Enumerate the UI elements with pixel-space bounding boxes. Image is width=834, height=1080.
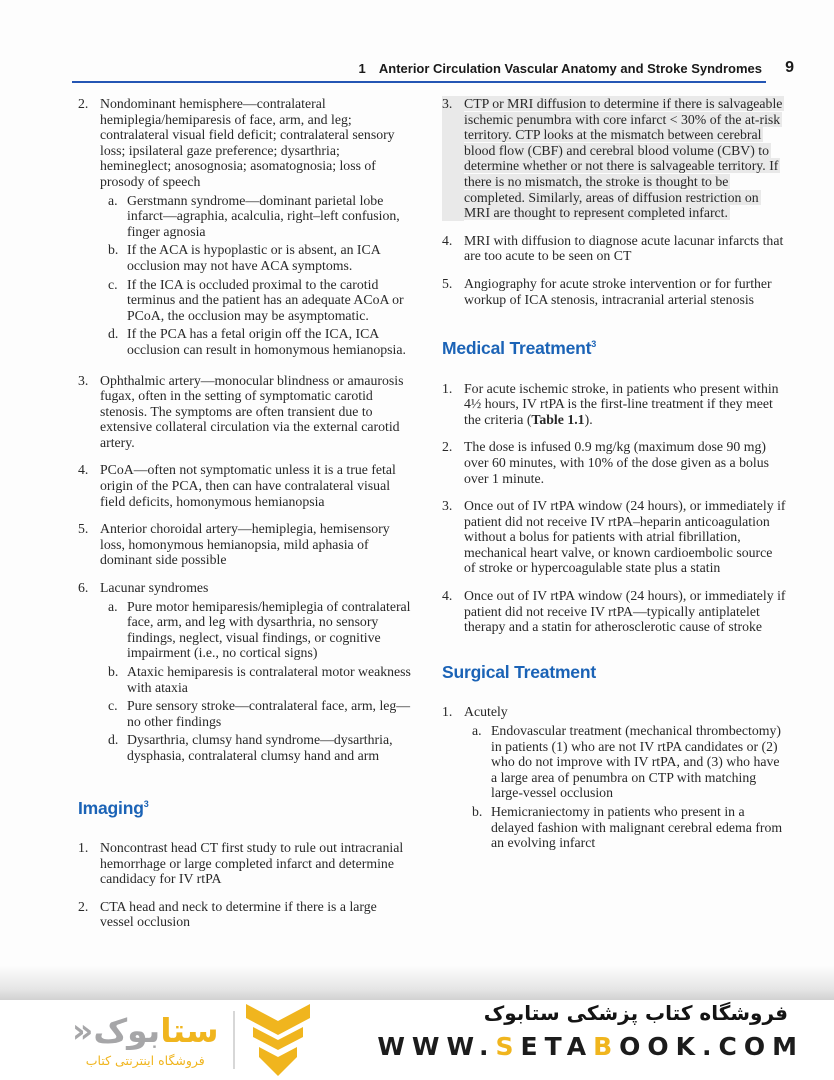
chapter-title: Anterior Circulation Vascular Anatomy and Stroke Syndromes (378, 61, 762, 76)
sub-item-label: a. (108, 192, 118, 208)
item-text: CTP or MRI diffusion to determine if there is salvageable ischemic penumbra with core infarct < 30% of the at-risk territory. CTP looks at the mismatch between cerebral blood flow (CBF) and cerebral blood volume (CBV) to determine whether or not there is salvageable territory. If there is no mismatch, the stroke is thought to be completed. Similarly, areas of diffusion restriction on MRI are thought to represent completed infarct. (464, 96, 783, 221)
item-text: Anterior choroidal artery—hemiplegia, hemisensory loss, homonymous hemianopsia, mild aphasia of dominant side possible (100, 521, 390, 568)
sub-item-text: If the ACA is hypoplastic or is absent, an ICA occlusion may not have ACA symptoms. (127, 242, 380, 273)
page-number: 9 (785, 59, 794, 76)
sub-item-label: c. (108, 276, 118, 292)
item-text: Acutely (464, 704, 508, 720)
url-segment: OOK.COM (619, 1032, 804, 1061)
list-item (442, 276, 786, 307)
item-text: MRI with diffusion to diagnose acute lacunar infarcts that are too acute to be seen on CT (464, 232, 784, 264)
logo-divider (233, 1011, 235, 1069)
list-item (442, 439, 786, 486)
sub-item-text: Ataxic hemiparesis is contralateral motor weakness with ataxia (127, 664, 411, 695)
item-text: PCoA—often not symptomatic unless it is a true fetal origin of the PCA, then can have contralateral visual field deficits, homonymous hemianopsia (100, 462, 396, 509)
item-label: 5. (78, 521, 89, 537)
section-heading-text: Medical Treatment (442, 337, 592, 358)
sub-item (472, 804, 786, 851)
list-item (78, 462, 412, 509)
sub-item-text: If the ICA is occluded proximal to the carotid terminus and the patient has an adequate ACoA or PCoA, the occlusion may be asymptomatic. (127, 276, 404, 323)
item-label: 1. (442, 380, 453, 396)
item-text: Lacunar syndromes (100, 580, 209, 596)
list-item (78, 96, 412, 361)
sub-item-text: Gerstmann syndrome—dominant parietal lobe infarct—agraphia, acalculia, right–left confusion, finger agnosia (127, 192, 400, 239)
list-item (442, 588, 786, 635)
page-bottom-fade (0, 966, 834, 1000)
setabook-logo (72, 1003, 311, 1077)
item-label: 1. (442, 704, 453, 720)
url-segment: WWW. (377, 1032, 496, 1061)
sub-item (108, 732, 412, 763)
item-text: Angiography for acute stroke intervention or for further workup of ICA stenosis, intracranial arterial stenosis (464, 275, 772, 307)
watermark-footer (0, 1000, 834, 1080)
sub-item (108, 193, 412, 240)
item-label: 4. (442, 588, 453, 604)
list-item (442, 233, 786, 264)
item-label: 4. (442, 232, 453, 248)
item-text: Once out of IV rtPA window (24 hours), or immediately if patient did not receive IV rtPA—typically antiplatelet therapy and a statin for atherosclerotic cause of stroke (464, 588, 786, 635)
sub-item-label: a. (472, 723, 482, 739)
sub-item-text: Endovascular treatment (mechanical thrombectomy) in patients (1) who are not IV rtPA candidates or (2) who do not improve with IV rtPA, and (3) who have a large area of penumbra on CTP with matching large-vessel occlusion (491, 723, 781, 801)
sub-item (108, 242, 412, 273)
sub-item-text: Pure motor hemiparesis/hemiplegia of contralateral face, arm, and leg with dysarthria, no sensory findings, neglect, visual findings, or cognitive impairment (i.e., no cortical signs) (127, 598, 411, 661)
wordmark-gray-part: بوک (93, 1010, 161, 1050)
sub-item-text: Hemicraniectomy in patients who present in a delayed fashion with malignant cerebral edema from an evolving infarct (491, 804, 783, 851)
item-text: Noncontrast head CT first study to rule out intracranial hemorrhage or large completed infarct and determine candidacy for IV rtPA (100, 839, 404, 887)
section-heading (442, 661, 786, 682)
list-item (78, 840, 412, 887)
logo-tagline: فروشگاه اینترنتی کتاب (85, 1052, 205, 1068)
sub-item-label: d. (108, 732, 119, 748)
item-label: 5. (442, 275, 453, 291)
sub-item (108, 326, 412, 357)
sub-item-label: a. (108, 598, 118, 614)
url-segment: S (495, 1032, 521, 1061)
item-label: 2. (78, 898, 89, 914)
list-item (442, 381, 786, 428)
url-segment: B (593, 1032, 620, 1061)
list-item (442, 498, 786, 576)
item-label: 1. (78, 839, 89, 855)
sub-item-label: c. (108, 698, 118, 714)
sub-item (108, 698, 412, 729)
logo-wordmark (72, 1010, 219, 1068)
sub-item-label: b. (472, 804, 483, 820)
sub-item-label: b. (108, 242, 119, 258)
item-label: 2. (442, 439, 453, 455)
running-header (72, 61, 762, 76)
url-segment: ETA (520, 1032, 594, 1061)
section-heading (442, 337, 786, 356)
left-column (78, 96, 412, 942)
triple-chevron-icon (245, 1003, 311, 1077)
section-heading-text: Surgical Treatment (442, 661, 596, 682)
item-label: 6. (78, 580, 89, 596)
list-item (78, 373, 412, 451)
sub-item-label: b. (108, 664, 119, 679)
list-item (442, 704, 786, 853)
item-text: The dose is infused 0.9 mg/kg (maximum dose 90 mg) over 60 minutes, with 10% of the dose given as a bolus over 1 minute. (464, 439, 770, 486)
item-label: 3. (442, 96, 464, 221)
sub-item (472, 723, 786, 801)
section-heading (78, 797, 412, 816)
sub-item-label: d. (108, 326, 119, 342)
chapter-number: 1 (358, 61, 366, 76)
item-label: 2. (78, 96, 89, 111)
wordmark-guillemet: « (72, 1010, 94, 1050)
item-label: 4. (78, 462, 89, 478)
list-item (78, 521, 412, 568)
item-label: 3. (442, 498, 453, 514)
sub-item-text: Pure sensory stroke—contralateral face, arm, leg—no other findings (127, 698, 411, 729)
sub-item (108, 277, 412, 324)
item-text: Ophthalmic artery—monocular blindness or amaurosis fugax, often in the setting of symptomatic carotid stenosis. The symptoms are often transient due to extensive collateral circulation via the external carotid artery. (100, 372, 404, 450)
item-text: Once out of IV rtPA window (24 hours), or immediately if patient did not receive IV rtPA–heparin anticoagulation without a bolus for patients with atrial fibrillation, mechanical heart valve, or known cardioembolic source of stroke or hypercoagulable state plus a statin (464, 498, 786, 576)
sub-item-text: Dysarthria, clumsy hand syndrome—dysarthria, dysphasia, contralateral clumsy hand and arm (127, 732, 393, 763)
website-url (377, 1032, 804, 1061)
sub-item (108, 664, 412, 695)
item-text: Nondominant hemisphere—contralateral hemiplegia/hemiparesis of face, arm, and leg; contralateral visual field deficit; contralateral sensory loss; ipsilateral gaze preference; dysarthria; hemineglect; anosognosia; asomatognosia; loss of prosody of speech (100, 96, 395, 189)
section-heading-superscript: 3 (591, 339, 597, 350)
header-rule (72, 81, 766, 83)
right-column (442, 96, 786, 866)
sub-item-text: If the PCA has a fetal origin off the ICA, ICA occlusion can result in homonymous hemianopsia. (127, 326, 406, 357)
section-heading-superscript: 3 (143, 798, 149, 809)
item-text: For acute ischemic stroke, in patients who present within 4½ hours, IV rtPA is the first-line treatment if they meet the criteria (Table 1.1). (464, 380, 779, 427)
list-item (442, 96, 786, 221)
list-item (78, 899, 412, 930)
wordmark-gold-part: ستا (160, 1010, 219, 1050)
list-item (78, 580, 412, 767)
item-text: CTA head and neck to determine if there is a large vessel occlusion (100, 898, 377, 930)
item-label: 3. (78, 372, 89, 388)
store-title-farsi: فروشگاه کتاب پزشکی ستابوک (483, 1001, 788, 1025)
section-heading-text: Imaging (78, 797, 144, 818)
sub-item (108, 599, 412, 661)
